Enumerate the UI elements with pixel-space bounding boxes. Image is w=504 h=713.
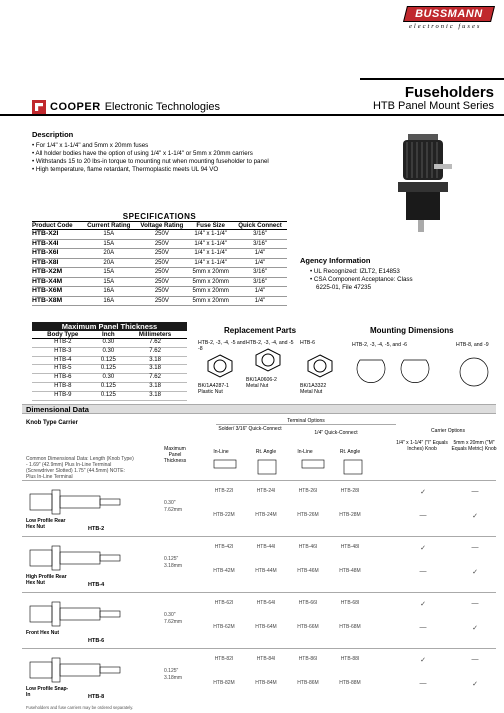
spec-row [32, 249, 287, 259]
part-number: HTB-48M [339, 568, 361, 574]
thickness-row [32, 347, 187, 356]
metal-nut-icon [254, 348, 282, 372]
spec-cell: 5mm x 20mm [188, 296, 233, 306]
agency-heading: Agency Information [300, 256, 371, 265]
part-number: HTB-84M [255, 680, 277, 686]
logo-subtext: electronic fuses [409, 23, 482, 30]
spec-cell: 5mm x 20mm [188, 268, 233, 278]
spec-cell: 250V [135, 287, 188, 297]
spec-cell: 3/16" [233, 230, 287, 240]
thickness-cell: 0.30 [94, 339, 124, 348]
replacement-heading: Replacement Parts [224, 326, 297, 335]
spec-row [32, 268, 287, 278]
qc14-label: 1/4" Quick-Connect [314, 430, 358, 436]
fuseholder-photo [388, 124, 458, 234]
plastic-nut-icon [206, 354, 234, 378]
carrier-option-mark: ✓ [472, 681, 478, 688]
company-name: COOPER [50, 101, 101, 113]
holder-type-label: Front Hex Nut [26, 630, 60, 636]
col-fuse-size: Fuse Size [188, 222, 233, 230]
logo-text: BUSSMANN [415, 8, 483, 20]
part-number: HTB-68I [340, 600, 360, 606]
panel-thickness-title: Maximum Panel Thickness [32, 322, 187, 331]
carrier-option-mark: ✓ [472, 625, 478, 632]
spec-cell: 1/4" [233, 296, 287, 306]
product-code: HTB-X8M [32, 296, 82, 306]
spec-row [32, 296, 287, 306]
part-number: HTB-86I [298, 656, 318, 662]
carrier-option-mark: ✓ [420, 545, 426, 552]
carrier-option-mark: — [471, 544, 479, 551]
part-name: Metal Nut [300, 389, 323, 395]
specifications-header-row [32, 222, 287, 230]
page-subtitle: HTB Panel Mount Series [372, 100, 494, 112]
holder-drawing [28, 486, 138, 518]
part-number: HTB-28I [340, 488, 360, 494]
bussmann-logo [395, 6, 495, 36]
thickness-cell: 0.30 [94, 374, 124, 383]
spec-cell: 250V [135, 230, 188, 240]
part-number: HTB-66M [297, 624, 319, 630]
part-number: HTB-68M [339, 624, 361, 630]
thickness-cell: 0.125 [94, 391, 124, 400]
product-code: HTB-X8I [32, 258, 82, 268]
carrier-option-mark: — [419, 512, 427, 519]
header-rule [360, 78, 504, 80]
specifications-title: SPECIFICATIONS [32, 212, 287, 222]
spec-cell: 3/16" [233, 277, 287, 287]
holder-type-label: Low Profile Snap-In [26, 686, 69, 698]
carrier-option-mark: ✓ [472, 569, 478, 576]
part-number: HTB-62M [213, 624, 235, 630]
term-col-inline: In-Line [297, 449, 313, 455]
thickness-cell: 3.18 [123, 391, 187, 400]
thickness-row [32, 356, 187, 365]
mounting-label: HTB-8, and -9 [456, 342, 489, 348]
part-number: HTB-66I [298, 600, 318, 606]
spec-cell: 1/4" x 1-1/4" [188, 239, 233, 249]
holder-body-code: HTB-6 [88, 638, 105, 644]
holder-body-code: HTB-2 [88, 526, 105, 532]
description-list [32, 142, 282, 174]
carrier-option-mark: ✓ [420, 489, 426, 496]
carrier-option-mark: — [419, 568, 427, 575]
part-number: HTB-44M [255, 568, 277, 574]
part-number: HTB-84I [256, 656, 276, 662]
spec-cell: 250V [135, 258, 188, 268]
spec-cell: 1/4" x 1-1/4" [188, 230, 233, 240]
part-number: HTB-26M [297, 512, 319, 518]
part-for: HTB-2, -3, -4, and -5 [246, 340, 294, 346]
part-number: HTB-28M [339, 512, 361, 518]
carrier-option-mark: — [471, 488, 479, 495]
part-number: HTB-42I [214, 544, 234, 550]
carrier-options-label: Carrier Options [431, 428, 465, 434]
thickness-cell: 7.62 [123, 374, 187, 383]
spec-cell: 15A [82, 277, 135, 287]
panel-thickness-value: 0.125" 3.18mm [164, 556, 183, 569]
part-number: HTB-46M [297, 568, 319, 574]
spec-cell: 15A [82, 239, 135, 249]
part-for: HTB-6 [300, 340, 315, 346]
part-number: HTB-88M [339, 680, 361, 686]
group-separator [22, 648, 496, 649]
holder-drawing [28, 598, 138, 630]
thickness-row [32, 365, 187, 374]
part-number: HTB-88I [340, 656, 360, 662]
terminal-drawings [210, 456, 390, 480]
part-code: BK/1A4287-1 [198, 383, 229, 389]
spec-cell: 1/4" [233, 258, 287, 268]
part-number: HTB-24I [256, 488, 276, 494]
col-current-rating: Current Rating [82, 222, 135, 230]
spec-cell: 20A [82, 249, 135, 259]
replacement-part [246, 340, 296, 389]
part-number: HTB-82M [213, 680, 235, 686]
col-body-type: Body Type [32, 331, 94, 339]
spec-cell: 3/16" [233, 268, 287, 278]
spec-row [32, 258, 287, 268]
part-number: HTB-46I [298, 544, 318, 550]
spec-cell: 250V [135, 249, 188, 259]
carrier-col-inch: 1/4" x 1-1/4" ("I" Equals Inches) Knob [396, 440, 448, 452]
title-rule [0, 114, 504, 116]
dimensional-heading: Dimensional Data [22, 404, 496, 414]
description-heading: Description [32, 130, 74, 139]
panel-thickness-value: 0.30" 7.62mm [164, 500, 183, 513]
product-code: HTB-X2I [32, 230, 82, 240]
part-number: HTB-26I [298, 488, 318, 494]
thickness-cell: HTB-9 [32, 391, 94, 400]
product-code: HTB-X4I [32, 239, 82, 249]
thickness-cell: HTB-8 [32, 382, 94, 391]
carrier-col-metric: 5mm x 20mm ("M" Equals Metric) Knob [451, 440, 497, 452]
part-name: Plastic Nut [198, 389, 223, 395]
replacement-part [198, 340, 250, 395]
part-code: BK/1A3322 [300, 383, 327, 389]
agency-list [310, 268, 430, 292]
part-number: HTB-62I [214, 600, 234, 606]
thickness-cell: 3.18 [123, 356, 187, 365]
part-number: HTB-22I [214, 488, 234, 494]
part-number: HTB-42M [213, 568, 235, 574]
company-rest: Electronic Technologies [104, 101, 221, 113]
spec-cell: 250V [135, 268, 188, 278]
page-title: Fuseholders [404, 84, 494, 101]
thickness-cell: HTB-2 [32, 339, 94, 348]
thickness-cell: HTB-6 [32, 374, 94, 383]
panel-thickness-value: 0.125" 3.18mm [164, 668, 183, 681]
spec-row [32, 287, 287, 297]
thickness-cell: HTB-5 [32, 365, 94, 374]
spec-cell: 1/4" [233, 249, 287, 259]
cooper-logo [32, 100, 220, 114]
spec-row [32, 239, 287, 249]
term-col-inline: In-Line [213, 449, 229, 455]
carrier-option-mark: — [419, 624, 427, 631]
part-number: HTB-24M [255, 512, 277, 518]
spec-cell: 1/4" [233, 287, 287, 297]
group-separator [22, 480, 496, 481]
agency-item: • CSA Component Acceptance: Class 6225-01, File 47235 [310, 276, 430, 292]
part-number: HTB-22M [213, 512, 235, 518]
spec-cell: 20A [82, 258, 135, 268]
thickness-row [32, 382, 187, 391]
holder-drawing [28, 654, 138, 686]
holder-type-label: Low Profile Rear Hex Nut [26, 518, 66, 530]
footnote: Fuseholders and fuse carriers may be ordered separately. [26, 705, 134, 710]
knob-type-label: Knob Type Carrier [26, 420, 78, 426]
carrier-option-mark: ✓ [472, 513, 478, 520]
carrier-option-mark: — [471, 600, 479, 607]
thickness-cell: 3.18 [123, 382, 187, 391]
spec-cell: 15A [82, 230, 135, 240]
term-col-rtangle: Rt. Angle [255, 449, 277, 455]
thickness-row [32, 339, 187, 348]
spec-cell: 16A [82, 296, 135, 306]
agency-item: • UL Recognized: IZLT2, E14853 [310, 268, 430, 276]
holder-body-code: HTB-8 [88, 694, 105, 700]
thickness-cell: 7.62 [123, 347, 187, 356]
carrier-option-mark: ✓ [420, 657, 426, 664]
spec-row [32, 230, 287, 240]
spec-cell: 15A [82, 268, 135, 278]
part-number: HTB-64M [255, 624, 277, 630]
thickness-row [32, 374, 187, 383]
thickness-cell: HTB-4 [32, 356, 94, 365]
carrier-option-mark: — [471, 656, 479, 663]
mounting-heading: Mounting Dimensions [370, 326, 454, 335]
spec-cell: 250V [135, 277, 188, 287]
part-number: HTB-48I [340, 544, 360, 550]
part-name: Metal Nut [246, 383, 269, 389]
carrier-option-mark: ✓ [420, 601, 426, 608]
description-item: • Withstands 15 to 20 lbs-in torque to mounting nut when mounting fuseholder to panel [32, 158, 282, 166]
mounting-diagrams [352, 352, 502, 392]
common-dimensional-data: Common Dimensional Data: Length (Knob Type) - 1.69" (42.9mm) Plus In-Line Terminal (Screwdriver Slotted) 1.75" (44.5mm) NOTE: Plus In-Line Terminal [26, 456, 134, 480]
term-col-rtangle: Rt. Angle [339, 449, 361, 455]
thickness-cell: HTB-3 [32, 347, 94, 356]
part-code: BK/1A0606-2 [246, 377, 277, 383]
spec-cell: 3/16" [233, 239, 287, 249]
thickness-header-row [32, 331, 187, 339]
terminal-options-label: Terminal Options [216, 418, 396, 425]
col-quick-connect: Quick Connect [233, 222, 287, 230]
spec-cell: 5mm x 20mm [188, 287, 233, 297]
replacement-part [300, 340, 346, 395]
part-number: HTB-82I [214, 656, 234, 662]
description-item: • High temperature, flame retardant, Thermoplastic meets UL 94 VO [32, 166, 282, 174]
product-code: HTB-X2M [32, 268, 82, 278]
part-number: HTB-86M [297, 680, 319, 686]
part-for: HTB-2, -3, -4, -5 and -8 [198, 340, 246, 352]
thickness-cell: 3.18 [123, 365, 187, 374]
thickness-cell: 0.30 [94, 347, 124, 356]
solder-label: Solder/ 3/16" Quick-Connect [218, 426, 282, 432]
spec-cell: 250V [135, 239, 188, 249]
thickness-cell: 0.125 [94, 356, 124, 365]
spec-cell: 16A [82, 287, 135, 297]
product-code: HTB-X6I [32, 249, 82, 259]
spec-cell: 1/4" x 1-1/4" [188, 249, 233, 259]
thickness-cell: 0.125 [94, 365, 124, 374]
mounting-label: HTB-2, -3, -4, -5, and -6 [352, 342, 408, 348]
description-item: • For 1/4" x 1-1/4" and 5mm x 20mm fuses [32, 142, 282, 150]
spec-cell: 250V [135, 296, 188, 306]
group-separator [22, 536, 496, 537]
product-code: HTB-X6M [32, 287, 82, 297]
hex-nut-icon [306, 354, 334, 378]
holder-drawing [28, 542, 138, 574]
max-panel-label: Maximum Panel Thickness [163, 446, 187, 464]
spec-cell: 1/4" x 1-1/4" [188, 258, 233, 268]
description-item: • All holder bodies have the option of using 1/4" x 1-1/4" or 5mm x 20mm carriers [32, 150, 282, 158]
carrier-option-mark: — [419, 680, 427, 687]
thickness-cell: 0.125 [94, 382, 124, 391]
spec-cell: 5mm x 20mm [188, 277, 233, 287]
panel-thickness-value: 0.30" 7.62mm [164, 612, 183, 625]
cooper-mark-icon [32, 100, 46, 114]
col-mm: Millimeters [123, 331, 187, 339]
thickness-cell: 7.62 [123, 339, 187, 348]
panel-thickness-table [32, 322, 187, 401]
col-voltage-rating: Voltage Rating [135, 222, 188, 230]
col-inch: Inch [94, 331, 124, 339]
spec-row [32, 277, 287, 287]
specifications-table [32, 212, 287, 306]
part-number: HTB-64I [256, 600, 276, 606]
group-separator [22, 592, 496, 593]
holder-body-code: HTB-4 [88, 582, 105, 588]
part-number: HTB-44I [256, 544, 276, 550]
product-code: HTB-X4M [32, 277, 82, 287]
thickness-row [32, 391, 187, 400]
col-product-code: Product Code [32, 222, 82, 230]
holder-type-label: High Profile Rear Hex Nut [26, 574, 67, 586]
